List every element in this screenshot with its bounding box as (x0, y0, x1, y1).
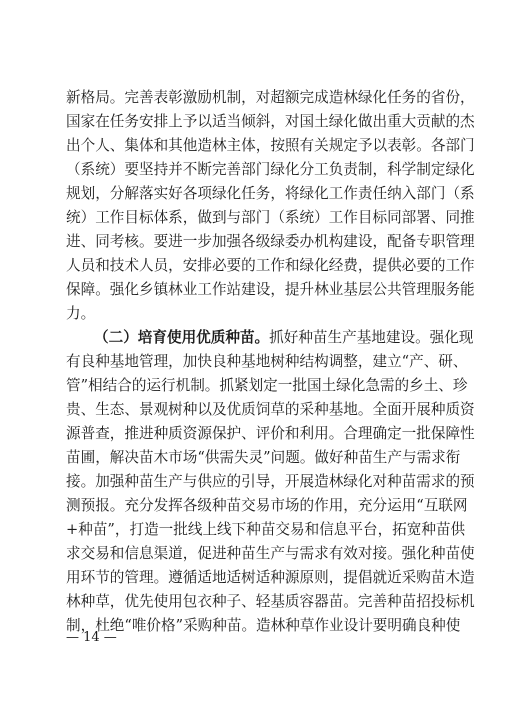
paragraph-first-line (66, 326, 474, 350)
text-line: 国家在任务安排上予以适当倾斜，对国土绿化做出重大贡献的杰 (66, 113, 475, 130)
text-line: 出个人、集体和其他造林主体，按照有关规定予以表彰。各部门 (66, 137, 475, 154)
text-line: 源普查，推进种质资源保护、评价和利用。合理确定一批保障性 (66, 425, 475, 442)
text-line: 测预报。充分发挥各级种苗交易市场的作用，充分运用“互联网 (66, 497, 468, 514)
paragraph-2 (66, 326, 475, 638)
text-line: 保障。强化乡镇林业工作站建设，提升林业基层公共管理服务能 (66, 281, 475, 298)
text-line: 苗圃，解决苗木市场“供需失灵”问题。做好种苗生产与需求衔 (66, 449, 461, 466)
text-line: 统）工作目标体系，做到与部门（系统）工作目标同部署、同推 (66, 209, 475, 226)
text-line: 进、同考核。要进一步加强各级绿委办机构建设，配备专职管理 (66, 233, 475, 250)
text-line: 新格局。完善表彰激励机制，对超额完成造林绿化任务的省份， (66, 89, 475, 106)
document-body (66, 86, 475, 638)
text-line: 有良种基地管理，加快良种基地树种结构调整，建立“产、研、 (66, 353, 468, 370)
text-line: 用环节的管理。遵循适地适树适种源原则，提倡就近采购苗木造 (66, 569, 475, 586)
paragraph-1 (66, 86, 475, 326)
text-line: +种苗”，打造一批线上线下种苗交易和信息平台，拓宽种苗供 (66, 521, 466, 538)
text-line: 人员和技术人员，安排必要的工作和绿化经费，提供必要的工作 (66, 257, 475, 274)
heading-line-rest: 抓好种苗生产基地建设。强化现 (269, 329, 474, 346)
text-line: 力。 (66, 305, 96, 322)
text-line: 贵、生态、景观树种以及优质饲草的采种基地。全面开展种质资 (66, 401, 475, 418)
text-line: 规划，分解落实好各项绿化任务，将绿化工作责任纳入部门（系 (66, 185, 475, 202)
text-line: 求交易和信息渠道，促进种苗生产与需求有效对接。强化种苗使 (66, 545, 475, 562)
text-line: 管”相结合的运行机制。抓紧划定一批国土绿化急需的乡土、珍 (66, 377, 468, 394)
text-line: 制，杜绝“唯价格”采购种苗。造林种草作业设计要明确良种使 (66, 617, 461, 634)
page-number: — 14 — (66, 630, 117, 645)
text-line: （系统）要坚持并不断完善部门绿化分工负责制，科学制定绿化 (66, 161, 475, 178)
text-line: 林种草，优先使用包衣种子、轻基质容器苗。完善种苗招投标机 (66, 593, 475, 610)
text-line: 接。加强种苗生产与供应的引导，开展造林绿化对种苗需求的预 (66, 473, 475, 490)
section-heading: （二）培育使用优质种苗。 (94, 329, 270, 346)
